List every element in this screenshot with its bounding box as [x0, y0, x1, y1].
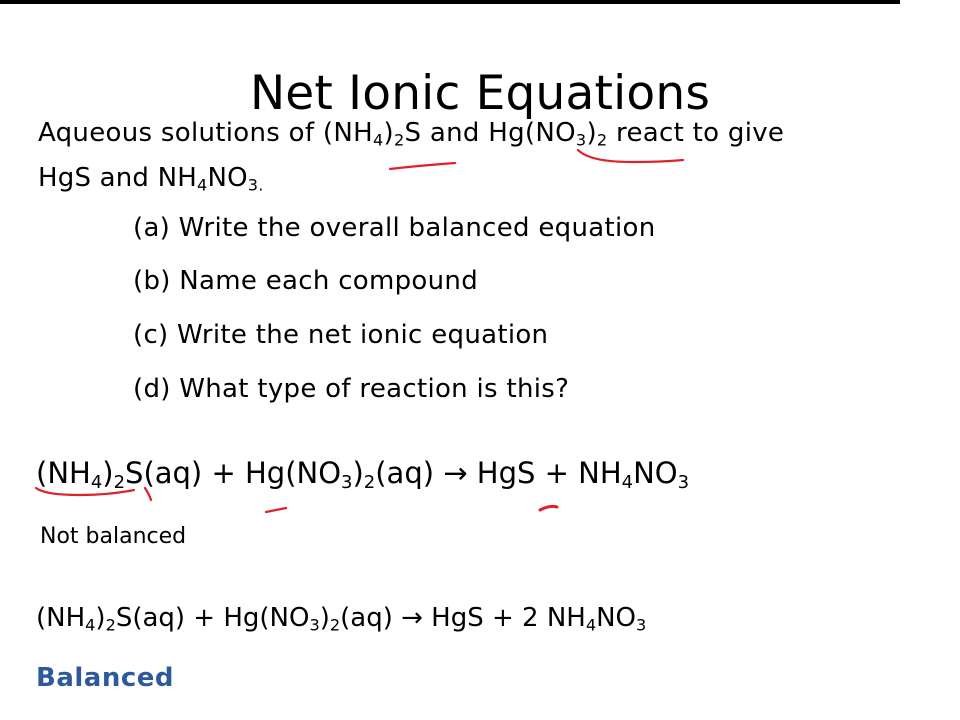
question-d: (d) What type of reaction is this?: [133, 374, 570, 404]
unbalanced-equation: $(NH_4)_2S(aq) + Hg(NO_3)_2(aq)$ → HgS + $NH_4NO_3$: [36, 456, 690, 494]
ink-mark-eq-hgs: [540, 506, 557, 510]
question-a: (a) Write the overall balanced equation: [133, 213, 656, 243]
question-b: (b) Name each compound: [133, 266, 478, 296]
intro-line-2: HgS and $NH_4NO_{3.}$: [38, 163, 264, 195]
balanced-equation: $(NH_4)_2S(aq) + Hg(NO_3)_2(aq)$ → HgS + 2 $NH_4NO_3$: [36, 603, 647, 635]
balanced-label: Balanced: [36, 663, 174, 693]
slide-title: Net Ionic Equations: [249, 66, 711, 121]
ink-dash-eq-mercury: [266, 508, 286, 512]
section-divider: [0, 0, 900, 4]
ink-underline-ammonium-sulfide: [390, 163, 455, 169]
question-c: (c) Write the net ionic equation: [133, 320, 549, 350]
ink-underline-mercury-nitrate: [578, 150, 683, 162]
not-balanced-label: Not balanced: [40, 524, 187, 549]
intro-line-1: Aqueous solutions of $(NH_4)_2S$ and $Hg(NO_3)_2$ react to give: [38, 118, 785, 150]
